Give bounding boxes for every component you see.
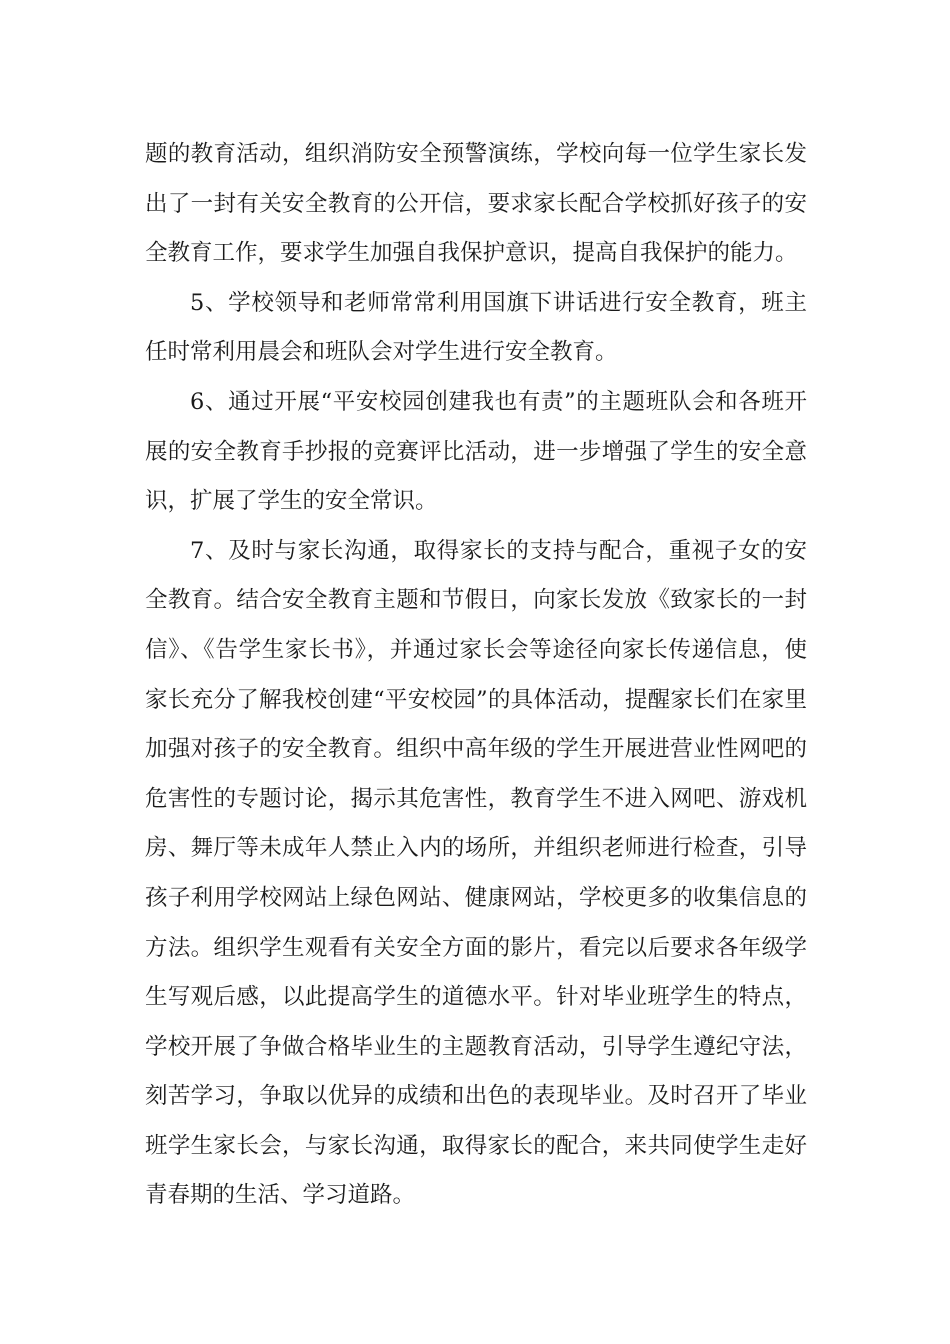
paragraph-item-5: 5、学校领导和老师常常利用国旗下讲话进行安全教育，班主任时常利用晨会和班队会对学生进行安全教育。 <box>145 289 807 366</box>
paragraph-continuation: 题的教育活动，组织消防安全预警演练，学校向每一位学生家长发出了一封有关安全教育的公开信，要求家长配合学校抓好孩子的安全教育工作，要求学生加强自我保护意识，提高自我保护的能力。 <box>145 141 807 267</box>
paragraph-item-6: 6、通过开展“平安校园创建我也有责”的主题班队会和各班开展的安全教育手抄报的竞赛评比活动，进一步增强了学生的安全意识，扩展了学生的安全常识。 <box>145 388 807 515</box>
document-page <box>145 130 807 1221</box>
paragraph-item-7: 7、及时与家长沟通，取得家长的支持与配合，重视子女的安全教育。结合安全教育主题和节假日，向家长发放《致家长的一封信》、《告学生家长书》，并通过家长会等途径向家长传递信息，使家长充分了解我校创建“平安校园”的具体活动，提醒家长们在家里加强对孩子的安全教育。组织中高年级的学生开展进营业性网吧的危害性的专题讨论，揭示其危害性，教育学生不进入网吧、游戏机房、舞厅等未成年人禁止入内的场所，并组织老师进行检查，引导孩子利用学校网站上绿色网站、健康网站，学校更多的收集信息的方法。组织学生观看有关安全方面的影片，看完以后要求各年级学生写观后感，以此提高学生的道德水平。针对毕业班学生的特点，学校开展了争做合格毕业生的主题教育活动，引导学生遵纪守法，刻苦学习，争取以优异的成绩和出色的表现毕业。及时召开了毕业班学生家长会，与家长沟通，取得家长的配合，来共同使学生走好青春期的生活、学习道路。 <box>145 537 807 1209</box>
